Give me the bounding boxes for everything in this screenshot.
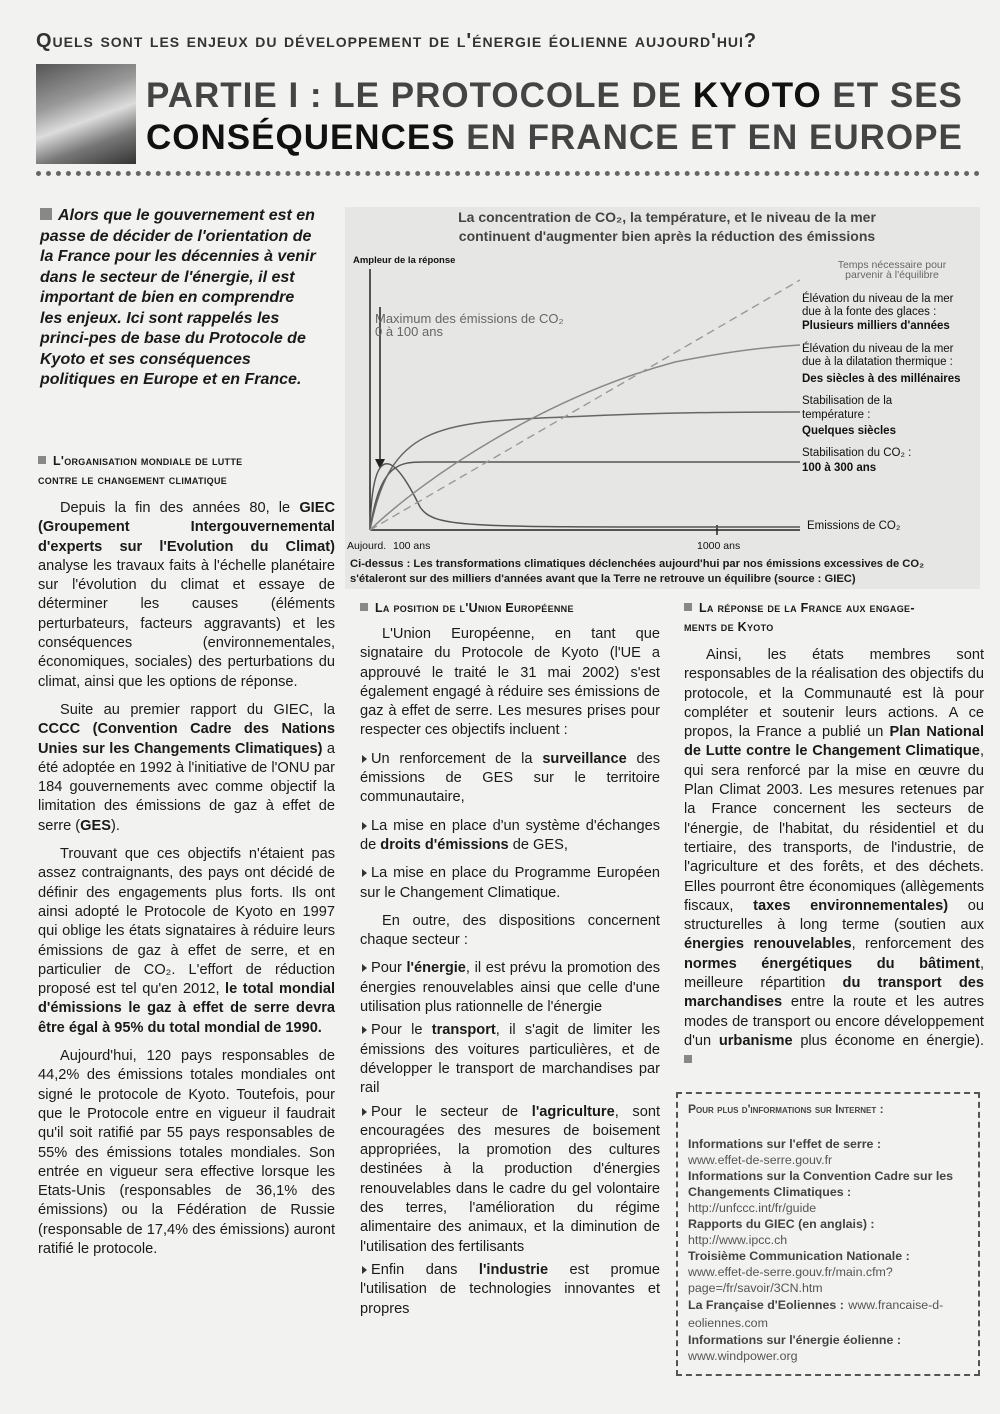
column-reponse-france	[684, 599, 984, 1071]
paragraph: Suite au premier rapport du GIEC, la CCCC (Convention Cadre des Nations Unies sur les Changements Climatiques) a été adoptée en 1992 à l'initiative de l'ONU par 184 gouvernements avec comme objectif la limitation des émissions de gaz à effet de serre (GES).	[38, 701, 335, 834]
paragraph: En outre, des dispositions concernent chaque secteur :	[360, 912, 660, 949]
list-item: Enfin dans l'industrie est promue l'utilisation de technologies innovantes et propres	[360, 1261, 660, 1317]
link-windpower[interactable]: www.windpower.org	[688, 1349, 798, 1363]
series-label-ice-l1: Élévation du niveau de la mer	[802, 293, 954, 305]
series-label-ice-l2: due à la fonte des glaces :	[802, 306, 937, 318]
list-item: La mise en place d'un système d'échanges de droits d'émissions de GES,	[360, 817, 660, 853]
info-item: Informations sur la Convention Cadre sur les Changements Climatiques : http://unfccc.int/fr/guide	[688, 1168, 968, 1216]
series-label-co2-l1: Stabilisation du CO₂ :	[802, 447, 912, 459]
series-label-thermal-l3: Des siècles à des millénaires	[802, 373, 961, 385]
series-label-ice-l3: Plusieurs milliers d'années	[802, 320, 950, 332]
square-bullet-icon	[38, 456, 46, 464]
column-organisation-mondiale	[38, 452, 335, 1259]
paragraph: Depuis la fin des années 80, le GIEC (Groupement Intergouvernemental d'experts sur l'Evolution du Climat) analyse les travaux faits à l'échelle planétaire sur l'évolution du climat et essaye de déterminer les causes (éléments perturbateurs, facteurs aggravants) et les conséquences (environnementales, économiques, sociales) des perturbations du climat, ainsi que les options de réponse.	[38, 500, 335, 690]
triangle-bullet-icon	[362, 755, 367, 763]
page-title-line1: PARTIE I : LE PROTOCOLE DE KYOTO ET SES	[146, 76, 963, 115]
chart-title-line2: continuent d'augmenter bien après la réduction des émissions	[458, 228, 876, 244]
column-union-europeenne	[360, 599, 660, 1319]
link-unfccc[interactable]: http://unfccc.int/fr/guide	[688, 1201, 817, 1215]
paragraph: Ainsi, les états membres sont responsables de la réalisation des objectifs du protocole, et la Communauté est là pour compléter et soutenir leurs actions. A ce propos, la France a publié un Plan National de Lutte contre le Changement Climatique, qui sera renforcé par la mise en œuvre du Plan Climat 2003. Les mesures retenues par la France concernent les secteurs de l'énergie, de l'habitat, du résidentiel et du tertiaire, des transports, de l'industrie, de l'agriculture et des forêts, et des déchets. Elles pourront être économiques (allègements fiscaux, taxes environnementales) ou structurelles à long terme (soutien aux énergies renouvelables, renforcement des normes énergétiques du bâtiment, meilleure répartition du transport des marchandises entre la route et les autres modes de transport ou encore développement d'un urbanisme plus économe en énergie).	[684, 646, 984, 1071]
series-label-emissions: Emissions de CO₂	[807, 520, 901, 532]
series-label-temp-l3: Quelques siècles	[802, 425, 896, 437]
dotted-divider	[36, 171, 980, 179]
paragraph: Trouvant que ces objectifs n'étaient pas assez contraignants, des pays ont décidé de définir des engagements plus forts. Ils ont ainsi adopté le Protocole de Kyoto en 1997 qui oblige les états signataires à réduire leurs émissions de gaz à effet de serre, et en particulier de CO₂. L'effort de réduction proposé est tel qu'en 2012, le total mondial d'émissions le gaz à effet de serre devra être égal à 95% du total mondial de 1990.	[38, 846, 336, 1036]
triangle-bullet-icon	[362, 964, 367, 972]
peak-label-line2: 0 à 100 ans	[375, 324, 443, 339]
header-cloud-photo	[36, 64, 136, 164]
right-header-line1: Temps nécessaire pour	[837, 259, 947, 271]
curve-temperature	[370, 412, 800, 530]
link-francaise-eoliennes[interactable]: www.francaise-d-eoliennes.com	[688, 1298, 944, 1330]
series-label-thermal-l1: Élévation du niveau de la mer	[802, 343, 954, 355]
info-item: Informations sur l'effet de serre : www.effet-de-serre.gouv.fr	[688, 1136, 968, 1168]
series-label-temp-l1: Stabilisation de la	[802, 395, 893, 407]
right-header-line2: parvenir à l'équilibre	[845, 269, 939, 281]
triangle-bullet-icon	[362, 869, 367, 877]
link-3cn[interactable]: www.effet-de-serre.gouv.fr/main.cfm?page=/fr/savoir/3CN.htm	[688, 1265, 893, 1295]
section-heading-france: La réponse de la France aux engage- ments de Kyoto	[684, 601, 915, 634]
intro-paragraph: Alors que le gouvernement est en passe de décider de l'orientation de la France pour les décennies à venir dans le secteur de l'énergie, il est important de bien en comprendre les enjeux. Ici sont rappelés les princi-pes de base du Protocole de Kyoto et ses conséquences politiques en Europe et en France.	[40, 207, 316, 388]
page-title-line2: CONSÉQUENCES EN FRANCE ET EN EUROPE	[146, 118, 963, 157]
list-item: Pour le transport, il s'agit de limiter les émissions des voitures particulières, et de développer le transport de marchandises par rail	[360, 1022, 660, 1097]
list-item: Un renforcement de la surveillance des émissions de GES sur le territoire communautaire,	[360, 750, 660, 806]
paragraph: Aujourd'hui, 120 pays responsables de 44,2% des émissions totales mondiales ont signé le protocole de Kyoto. Toutefois, pour que le Protocole entre en vigueur il faudrait qu'il soit ratifié par 55 pays responsables de 55% des émissions totales mondiales. Son entrée en vigueur sera effective lorsque les Etats-Unis (responsables de 36,1% des émissions) ou la Fédération de Russie (responsable de 17,4% des émissions) auront ratifié le protocole.	[38, 1048, 335, 1257]
series-label-thermal-l2: due à la dilatation thermique :	[802, 356, 953, 368]
paragraph: L'Union Européenne, en tant que signataire du Protocole de Kyoto (l'UE a approuvé le traité le 31 mai 2002) s'est également engagé à réduire ses émissions de gaz à effet de serre. Les mesures prises pour respecter ces objectifs incluent :	[360, 626, 660, 739]
section-heading-organisation: L'organisation mondiale de lutte contre le changement climatique	[38, 454, 243, 487]
curve-co2-emissions	[370, 464, 800, 530]
supertitle: Quels sont les enjeux du développement de l'énergie éolienne aujourd'hui?	[36, 30, 758, 52]
info-item: Troisième Communication Nationale : www.effet-de-serre.gouv.fr/main.cfm?page=/fr/savoir/3CN.htm	[688, 1248, 968, 1296]
end-square-icon	[684, 1055, 692, 1063]
triangle-bullet-icon	[362, 1026, 367, 1034]
square-bullet-icon	[40, 208, 52, 220]
triangle-bullet-icon	[362, 822, 367, 830]
info-item: Informations sur l'énergie éolienne : www.windpower.org	[688, 1332, 968, 1364]
chart-caption: Ci-dessus : Les transformations climatiques déclenchées aujourd'hui par nos émissions excessives de CO₂ s'étaleront sur des milliers d'années avant que la Terre ne retrouve un équilibre (source : GIEC)	[350, 558, 925, 585]
series-label-temp-l2: température :	[802, 409, 871, 421]
curve-co2-stabilisation	[370, 462, 800, 530]
triangle-bullet-icon	[362, 1266, 367, 1274]
section-heading-ue: La position de l'Union Européenne	[360, 599, 660, 618]
series-label-co2-l2: 100 à 300 ans	[802, 462, 877, 474]
x-tick-label-today: Aujourd.	[347, 540, 387, 552]
link-effet-de-serre[interactable]: www.effet-de-serre.gouv.fr	[688, 1153, 833, 1167]
info-item: La Française d'Eoliennes : www.francaise-d-eoliennes.com	[688, 1298, 944, 1330]
list-item: Pour le secteur de l'agriculture, sont encouragées des mesures de boisement appropriées, la promotion des cultures destinées à la production d'énergies renouvelables dans le cadre du gel volontaire des terres, l'amélioration du régime alimentaire des animaux, et la diminution de l'utilisation des fertilisants	[360, 1103, 660, 1255]
list-item: La mise en place du Programme Européen sur le Changement Climatique.	[360, 865, 660, 901]
curve-thermal-expansion	[370, 345, 800, 530]
square-bullet-icon	[684, 603, 692, 611]
square-bullet-icon	[360, 603, 368, 611]
info-box-title: Pour plus d'informations sur Internet :	[688, 1102, 884, 1116]
link-ipcc[interactable]: http://www.ipcc.ch	[688, 1233, 788, 1247]
internet-info-box	[676, 1092, 980, 1376]
chart-title-line1: La concentration de CO₂, la température, et le niveau de la mer	[458, 209, 876, 225]
info-item: Rapports du GIEC (en anglais) : http://www.ipcc.ch	[688, 1216, 968, 1248]
x-tick-label-1000: 1000 ans	[697, 540, 741, 552]
list-item: Pour l'énergie, il est prévu la promotion des énergies renouvelables ainsi que celle d'une utilisation plus rationnelle de l'énergie	[360, 960, 660, 1016]
peak-label-line1: Maximum des émissions de CO₂	[375, 311, 564, 326]
chart-y-label: Ampleur de la réponse	[353, 255, 456, 266]
climate-response-chart	[345, 207, 980, 557]
x-tick-label-100: 100 ans	[393, 540, 431, 552]
triangle-bullet-icon	[362, 1108, 367, 1116]
